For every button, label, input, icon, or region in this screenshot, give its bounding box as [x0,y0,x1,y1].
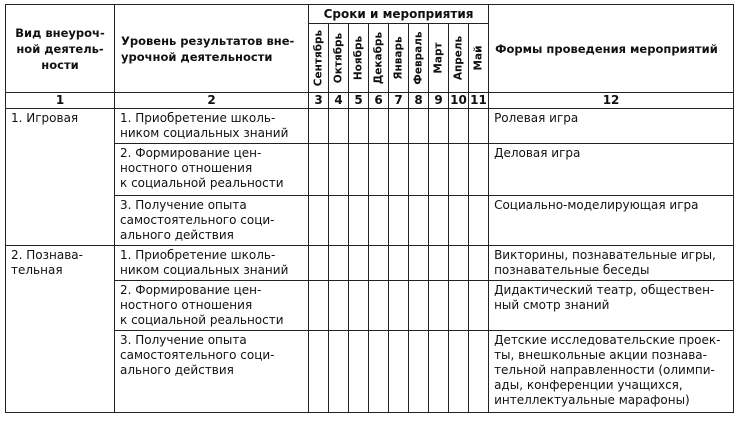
month-label: Сентябрь [312,29,324,87]
month-cell[interactable] [309,109,329,144]
month-header [329,24,349,93]
level-text: 2. Формирование цен- ностного отношения к социальной реальности [120,283,284,327]
form-cell [489,109,734,144]
month-label: Май [472,45,485,71]
header-level [115,5,309,93]
month-cell[interactable] [389,331,409,413]
month-cell[interactable] [429,109,449,144]
header-terms: Сроки и мероприятия [309,5,489,24]
month-cell[interactable] [329,144,349,196]
form-cell [489,331,734,413]
month-cell[interactable] [349,246,369,281]
form-text: Викторины, познавательные игры, познавательные беседы [494,248,716,277]
activities-table [5,4,734,413]
form-cell [489,144,734,196]
header-kind [6,5,115,93]
month-cell[interactable] [329,331,349,413]
level-text: 2. Формирование цен- ностного отношения к социальной реальности [120,146,284,190]
month-label: Январь [392,36,404,80]
month-cell[interactable] [389,196,409,246]
month-cell[interactable] [449,144,469,196]
month-cell[interactable] [369,246,389,281]
level-cell [115,281,309,331]
month-label: Октябрь [332,32,344,84]
month-cell[interactable] [389,246,409,281]
month-cell[interactable] [449,196,469,246]
month-cell[interactable] [469,109,489,144]
activity-kind: 2. Познава- тельная [11,248,83,277]
month-cell[interactable] [429,331,449,413]
month-cell[interactable] [409,331,429,413]
column-number: 6 [369,93,389,109]
month-cell[interactable] [369,144,389,196]
level-text: 3. Получение опыта самостоятельного соци- ального действия [120,198,275,242]
form-text: Деловая игра [494,146,581,160]
month-cell[interactable] [369,196,389,246]
table-row [6,246,734,281]
month-header [389,24,409,93]
column-number: 1 [6,93,115,109]
month-cell[interactable] [309,196,329,246]
month-cell[interactable] [329,246,349,281]
header-row-top [6,5,734,24]
month-cell[interactable] [469,331,489,413]
month-header [469,24,489,93]
month-cell[interactable] [469,246,489,281]
header-forms [489,5,734,93]
month-label: Декабрь [372,31,384,85]
activity-kind-cell [6,246,115,413]
table-row [6,331,734,413]
month-cell[interactable] [389,109,409,144]
month-header [429,24,449,93]
activity-kind-cell [6,109,115,246]
table-row [6,281,734,331]
column-number: 12 [489,93,734,109]
month-cell[interactable] [329,281,349,331]
column-number: 3 [309,93,329,109]
level-text: 3. Получение опыта самостоятельного соци- ального действия [120,333,275,377]
month-cell[interactable] [409,109,429,144]
month-label: Февраль [412,31,424,85]
month-cell[interactable] [429,281,449,331]
form-text: Дидактический театр, обществен- ный смотр знаний [494,283,715,312]
form-cell [489,196,734,246]
table-row [6,144,734,196]
level-cell [115,144,309,196]
level-cell [115,109,309,144]
month-cell[interactable] [309,331,329,413]
form-cell [489,246,734,281]
month-cell[interactable] [349,331,369,413]
month-cell[interactable] [309,246,329,281]
month-cell[interactable] [349,144,369,196]
month-cell[interactable] [389,281,409,331]
form-text: Ролевая игра [494,111,579,125]
month-cell[interactable] [309,281,329,331]
month-cell[interactable] [469,281,489,331]
month-cell[interactable] [429,246,449,281]
month-cell[interactable] [369,109,389,144]
month-label: Апрель [452,35,464,81]
form-cell [489,281,734,331]
level-cell [115,246,309,281]
column-number: 5 [349,93,369,109]
month-cell[interactable] [469,144,489,196]
table-row [6,109,734,144]
column-number: 8 [409,93,429,109]
level-cell [115,196,309,246]
column-number: 7 [389,93,409,109]
month-cell[interactable] [409,196,429,246]
month-header [369,24,389,93]
month-cell[interactable] [429,144,449,196]
column-number: 2 [115,93,309,109]
month-cell[interactable] [469,196,489,246]
month-cell[interactable] [349,281,369,331]
month-cell[interactable] [449,281,469,331]
level-cell [115,331,309,413]
form-text: Детские исследовательские проек- ты, внешкольные акции познава- тельной направленности (олимпи- ады, конференции учащихся, интеллектуальные марафоны) [494,333,721,407]
header-kind-label: Вид внеуроч- ной деятель- ности [15,25,105,72]
form-text: Социально-моделирующая игра [494,198,699,212]
month-header [409,24,429,93]
month-cell[interactable] [329,196,349,246]
column-number: 9 [429,93,449,109]
header-forms-label: Формы проведения мероприятий [495,41,718,56]
month-cell[interactable] [449,331,469,413]
month-label: Ноябрь [352,35,364,81]
month-cell[interactable] [409,144,429,196]
month-cell[interactable] [309,144,329,196]
month-cell[interactable] [409,246,429,281]
month-header [349,24,369,93]
month-label: Март [432,42,444,74]
month-cell[interactable] [449,246,469,281]
month-cell[interactable] [349,196,369,246]
column-number-row [6,93,734,109]
column-number: 4 [329,93,349,109]
column-number: 11 [470,93,487,107]
level-text: 1. Приобретение школь- ником социальных знаний [120,111,289,140]
month-cell[interactable] [449,109,469,144]
month-cell[interactable] [389,144,409,196]
month-header [449,24,469,93]
table-row [6,196,734,246]
header-level-label: Уровень результатов вне- урочной деятельности [121,33,295,64]
month-cell[interactable] [369,281,389,331]
month-cell[interactable] [329,109,349,144]
month-header [309,24,329,93]
month-cell[interactable] [429,196,449,246]
month-cell[interactable] [409,281,429,331]
month-cell[interactable] [349,109,369,144]
column-number: 10 [450,93,467,107]
activity-kind: 1. Игровая [11,111,79,125]
level-text: 1. Приобретение школь- ником социальных знаний [120,248,289,277]
month-cell[interactable] [369,331,389,413]
